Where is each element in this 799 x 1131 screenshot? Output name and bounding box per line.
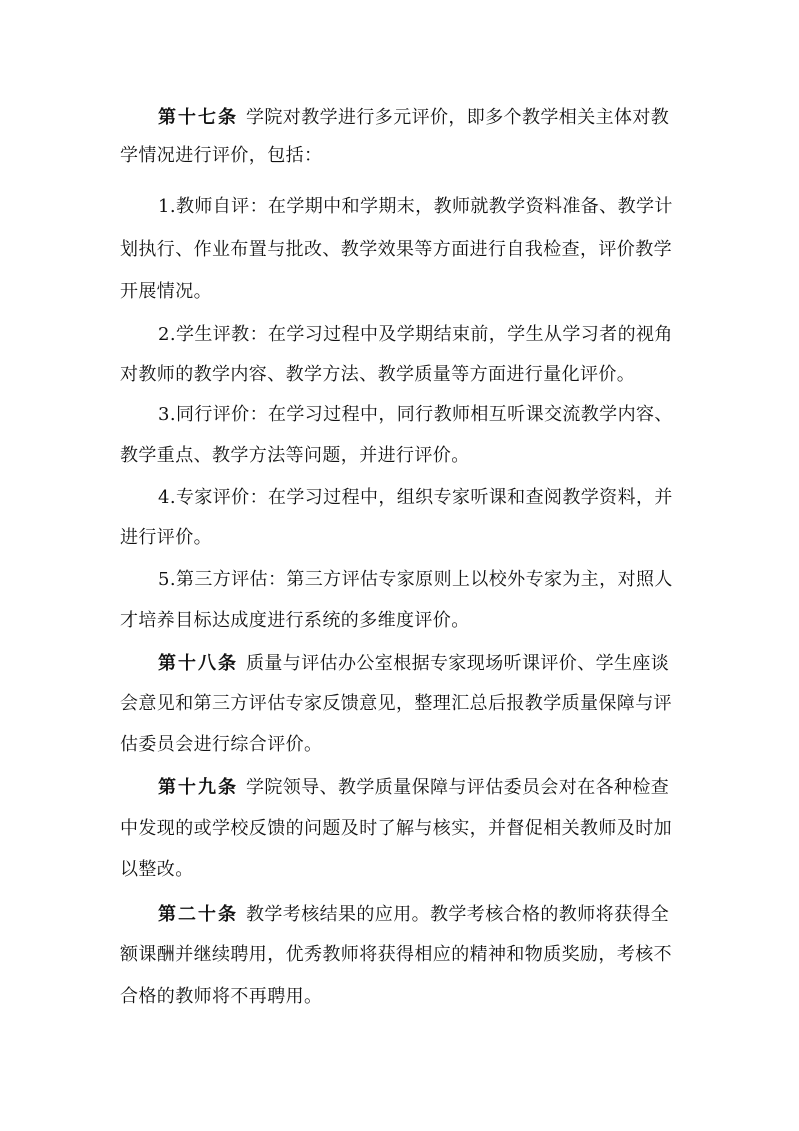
- article-20-heading: 第二十条: [158, 904, 238, 925]
- article-18-line-3: 估委员会进行综合评价。: [120, 734, 323, 755]
- article-19-text: 学院领导、教学质量保障与评估委员会对在各种检查: [246, 777, 670, 798]
- article-17-heading: 第十七条: [158, 107, 238, 128]
- article-18-heading: 第十八条: [158, 653, 238, 674]
- article-20-line-2: 额课酬并继续聘用，优秀教师将获得相应的精神和物质奖励，考核不: [120, 944, 672, 965]
- article-17-first-line: [158, 106, 718, 130]
- article-18-text: 质量与评估办公室根据专家现场听课评价、学生座谈: [246, 653, 670, 674]
- item-4-line-2: 进行评价。: [120, 527, 212, 548]
- article-19-first-line: [158, 776, 718, 800]
- item-1-line-3: 开展情况。: [120, 281, 212, 302]
- item-3-line-1: 3.同行评价：在学习过程中，同行教师相互听课交流教学内容、: [158, 404, 673, 425]
- item-4-line-1: 4.专家评价：在学习过程中，组织专家听课和查阅教学资料，并: [158, 487, 673, 508]
- item-2-line-2: 对教师的教学内容、教学方法、教学质量等方面进行量化评价。: [120, 364, 636, 385]
- article-17-line-2: 学情况进行评价，包括：: [120, 145, 323, 166]
- item-1-line-1: 1.教师自评：在学期中和学期末，教师就教学资料准备、教学计: [158, 196, 673, 217]
- item-5-line-1: 5.第三方评估：第三方评估专家原则上以校外专家为主，对照人: [158, 569, 673, 590]
- article-19-heading: 第十九条: [158, 777, 238, 798]
- article-19-line-3: 以整改。: [120, 859, 194, 880]
- article-18-line-2: 会意见和第三方评估专家反馈意见，整理汇总后报教学质量保障与评: [120, 693, 672, 714]
- item-5-line-2: 才培养目标达成度进行系统的多维度评价。: [120, 610, 470, 631]
- item-2-line-1: 2.学生评教：在学习过程中及学期结束前，学生从学习者的视角: [158, 324, 673, 345]
- article-20-text: 教学考核结果的应用。教学考核合格的教师将获得全: [246, 904, 670, 925]
- article-18-first-line: [158, 652, 718, 676]
- article-17-text: 学院对教学进行多元评价，即多个教学相关主体对教: [246, 107, 670, 128]
- item-1-line-2: 划执行、作业布置与批改、教学效果等方面进行自我检查，评价教学: [120, 239, 672, 260]
- article-20-line-3: 合格的教师将不再聘用。: [120, 986, 323, 1007]
- item-3-line-2: 教学重点、教学方法等问题，并进行评价。: [120, 445, 470, 466]
- article-20-first-line: [158, 903, 718, 927]
- article-19-line-2: 中发现的或学校反馈的问题及时了解与核实，并督促相关教师及时加: [120, 818, 672, 839]
